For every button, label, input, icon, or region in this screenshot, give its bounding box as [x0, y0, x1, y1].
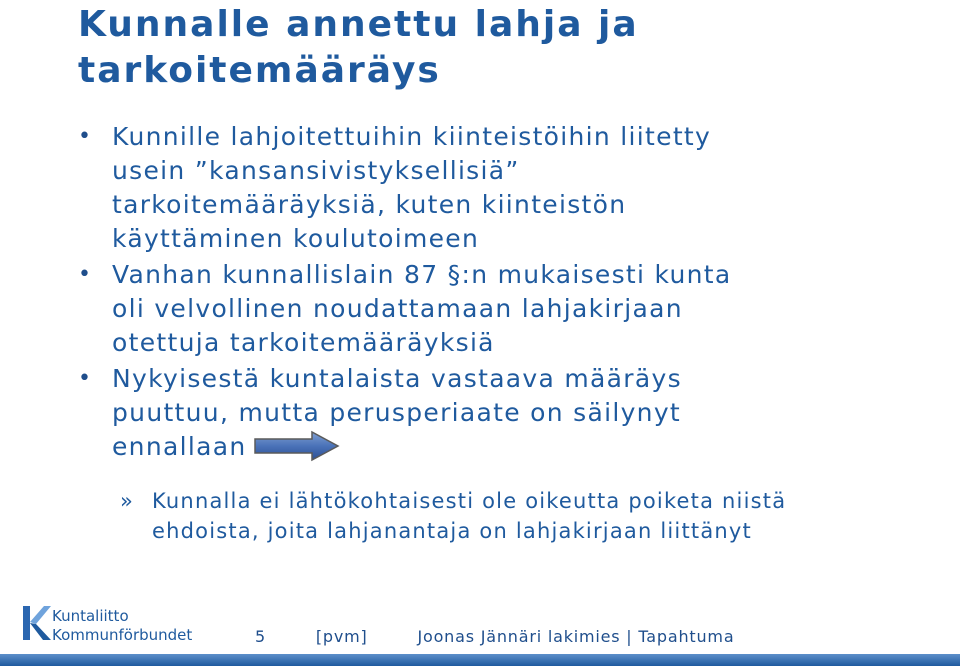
bullet-line: käyttäminen koulutoimeen — [112, 224, 480, 253]
footer-event: Joonas Jännäri lakimies | Tapahtuma — [417, 627, 735, 646]
kuntaliitto-logo-icon — [22, 604, 52, 644]
right-arrow-icon — [254, 430, 340, 462]
sub-bullet — [120, 486, 940, 546]
bullet-line: Vanhan kunnallislain 87 §:n mukaisesti kunta — [112, 260, 732, 289]
title-line-1: Kunnalle annettu lahja ja — [78, 4, 639, 45]
bullet-item-1 — [78, 120, 938, 256]
bullet-list — [78, 120, 938, 466]
footer-bar — [0, 654, 960, 666]
slide-title — [78, 2, 639, 94]
footer-info — [255, 627, 734, 646]
logo-line-kuntaliitto: Kuntaliitto — [52, 607, 129, 625]
bullet-line: Kunnille lahjoitettuihin kiinteistöihin liitetty — [112, 122, 712, 151]
bullet-line: Nykyisestä kuntalaista vastaava määräys — [112, 364, 682, 393]
logo-text — [52, 607, 192, 645]
bullet-line-text: ennallaan — [112, 432, 247, 461]
sub-bullet-line: ehdoista, joita lahjanantaja on lahjakirjaan liittänyt — [152, 519, 752, 543]
bullet-dot-icon: • — [78, 124, 93, 149]
bullet-line-with-arrow — [112, 430, 938, 464]
bullet-line: otettuja tarkoitemääräyksiä — [112, 328, 495, 357]
title-line-2: tarkoitemääräys — [78, 50, 441, 91]
bullet-line: puuttuu, mutta perusperiaate on säilynyt — [112, 398, 682, 427]
bullet-line: usein ”kansansivistyksellisiä” — [112, 156, 520, 185]
bullet-item-3 — [78, 362, 938, 464]
bullet-dot-icon: • — [78, 366, 93, 391]
bullet-line: tarkoitemääräyksiä, kuten kiinteistön — [112, 190, 627, 219]
sub-bullet-marker: » — [120, 489, 135, 513]
footer-date: [pvm] — [315, 627, 368, 646]
bullet-item-2 — [78, 258, 938, 360]
page-number: 5 — [255, 627, 266, 646]
bullet-dot-icon: • — [78, 262, 93, 287]
bullet-line: oli velvollinen noudattamaan lahjakirjaan — [112, 294, 683, 323]
logo-line-kommunforbundet: Kommunförbundet — [52, 626, 193, 644]
sub-bullet-line: Kunnalla ei lähtökohtaisesti ole oikeutta poiketa niistä — [152, 489, 787, 513]
